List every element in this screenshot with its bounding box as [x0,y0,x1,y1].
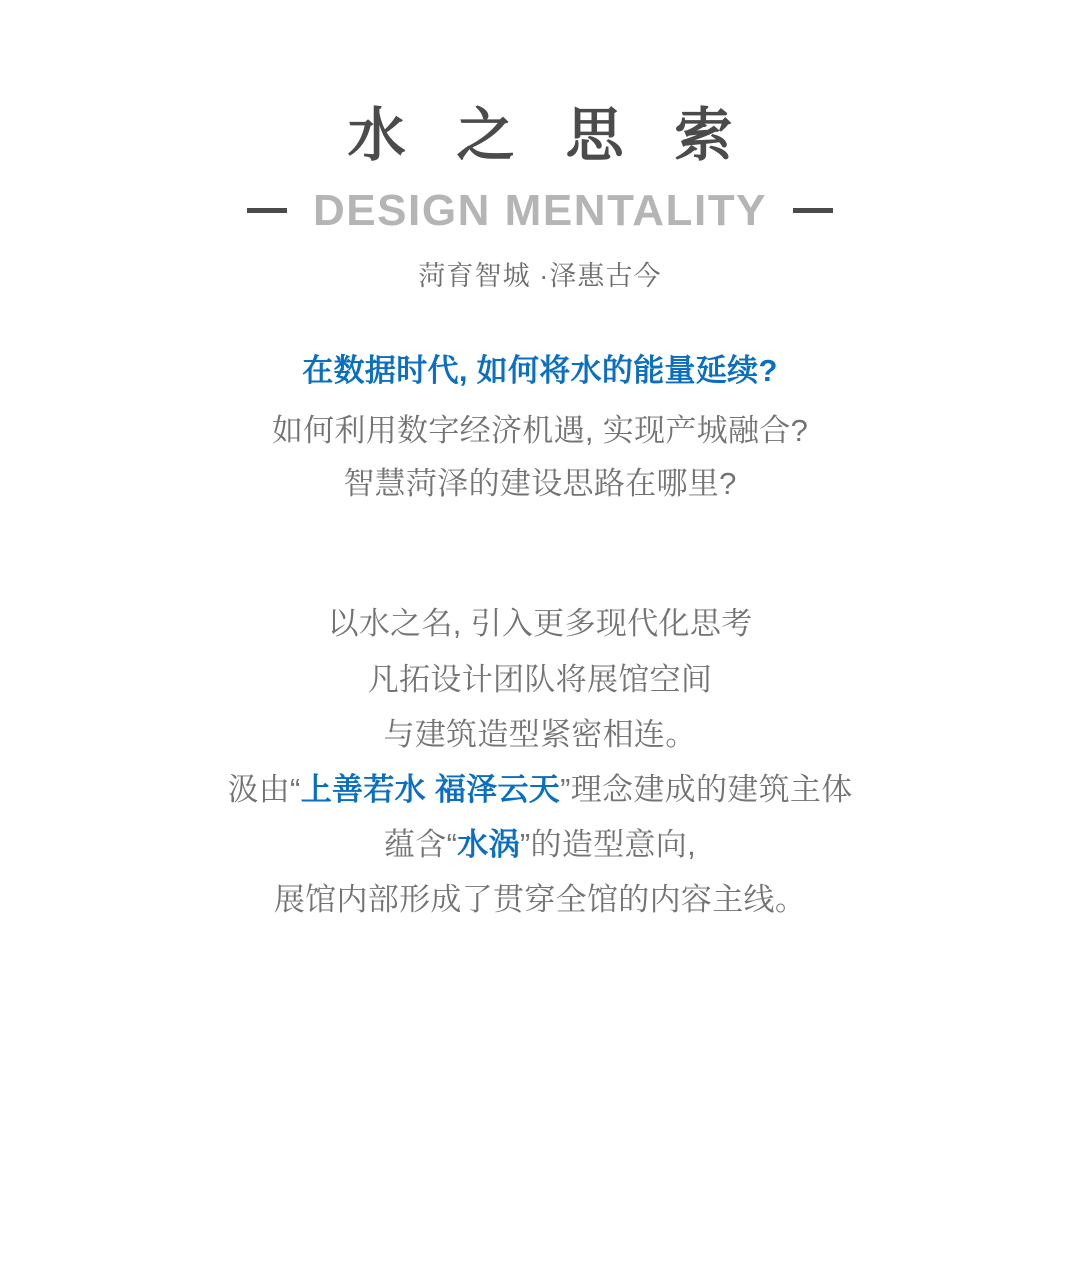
section-two-line-5 [0,817,1080,872]
line-4-prefix: 汲由“ [227,771,301,807]
page-subtitle-en: DESIGN MENTALITY [312,185,768,235]
lead-question: 在数据时代, 如何将水的能量延续? [302,352,778,388]
section-one-line-2: 智慧菏泽的建设思路在哪里? [343,466,737,502]
section-two-line-2: 凡拓设计团队将展馆空间 [367,661,713,697]
section-two-line-6: 展馆内部形成了贯穿全馆的内容主线。 [273,882,807,918]
section-two-line-4 [0,762,1080,817]
section-two-line-3: 与建筑造型紧密相连。 [383,716,697,752]
spacer [0,510,1080,596]
tagline: 菏育智城 ·泽惠古今 [418,260,662,291]
rule-right-icon [793,208,833,213]
line-4-highlight: 上善若水 福泽云天 [300,771,561,807]
rule-left-icon [247,208,287,213]
line-5-suffix: ”的造型意向, [519,827,696,863]
section-one-line-1: 如何利用数字经济机遇, 实现产城融合? [271,412,809,448]
poster-page [0,104,1080,1287]
page-title: 水 之 思 索 [347,103,750,168]
section-two [0,596,1080,927]
line-5-highlight: 水涡 [457,827,520,863]
line-4-suffix: ”理念建成的建筑主体 [560,771,853,807]
subtitle-row [0,186,1080,236]
section-two-line-1: 以水之名, 引入更多现代化思考 [327,606,753,642]
line-5-prefix: 蕴含“ [384,827,458,863]
